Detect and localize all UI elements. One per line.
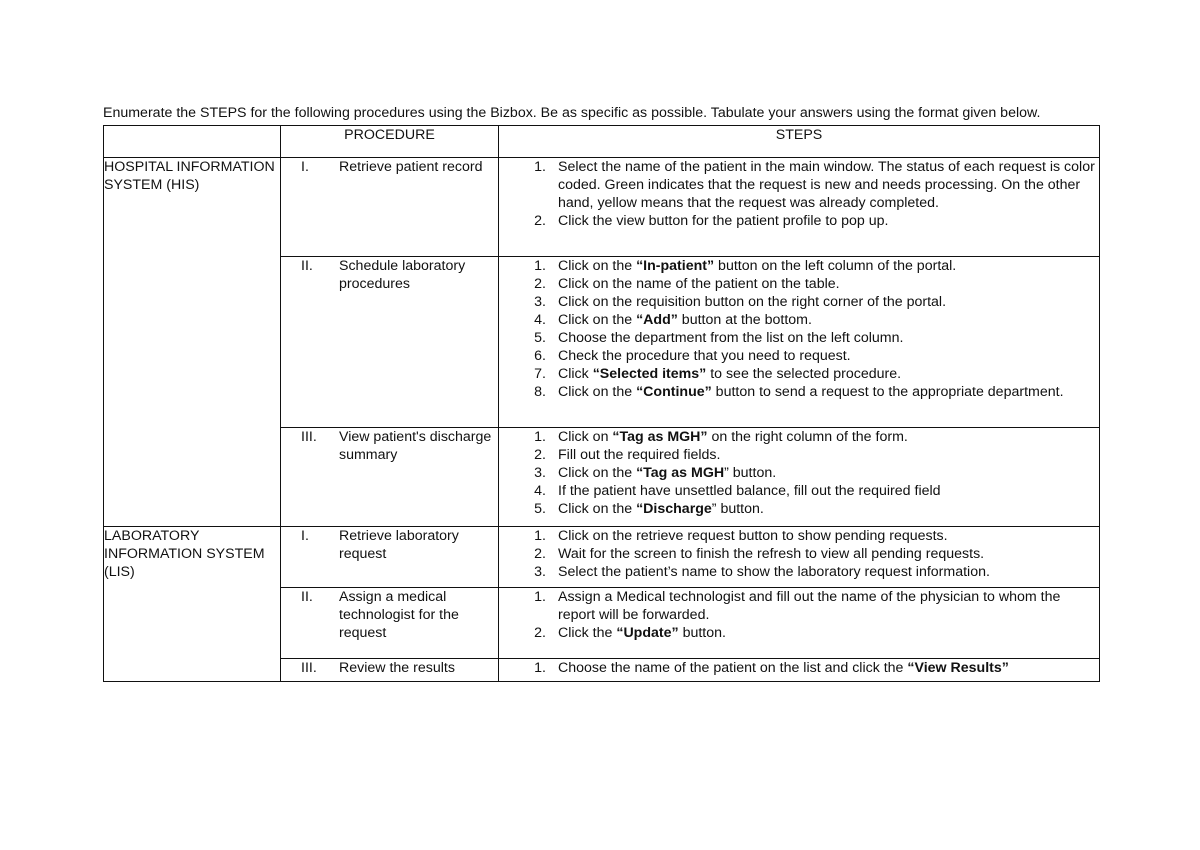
- procedure-cell: [281, 158, 499, 257]
- step-item: [499, 275, 1099, 293]
- step-text: [558, 329, 1099, 347]
- step-text: [558, 588, 1099, 624]
- step-number: 2.: [534, 213, 546, 229]
- step-text-part: ” button.: [711, 501, 764, 517]
- procedure-cell: [281, 257, 499, 428]
- step-text-part: Click on the requisition button on the right corner of the portal.: [558, 294, 947, 310]
- step-text: [558, 446, 1099, 464]
- step-text: [558, 311, 1099, 329]
- step-text: [558, 365, 1099, 383]
- document-page: [103, 104, 1099, 682]
- step-number: 3.: [534, 294, 546, 310]
- step-text: [558, 428, 1099, 446]
- step-text-part: Click on the: [558, 312, 637, 328]
- steps-cell: [499, 257, 1100, 428]
- step-text-part: button.: [678, 625, 726, 641]
- step-text-part: Click on the name of the patient on the table.: [558, 276, 840, 292]
- step-text-part: Click on the retrieve request button to show pending requests.: [558, 528, 948, 544]
- step-item: [499, 347, 1099, 365]
- step-text-part: Click: [558, 366, 593, 382]
- step-text-part: If the patient have unsettled balance, fill out the required field: [558, 483, 941, 499]
- step-text-part: Click on the: [558, 258, 637, 274]
- step-item: [499, 527, 1099, 545]
- step-text: [558, 212, 1099, 230]
- step-item: [499, 588, 1099, 624]
- step-text: [558, 464, 1099, 482]
- step-text-part: Wait for the screen to finish the refresh to view all pending requests.: [558, 546, 985, 562]
- steps-list: [499, 527, 1099, 581]
- step-text: [558, 293, 1099, 311]
- header-system-cell: [104, 126, 281, 158]
- step-text-part: button on the left column of the portal.: [714, 258, 957, 274]
- step-number: 5.: [534, 501, 546, 517]
- step-text-emphasis: “Tag as MGH”: [612, 429, 708, 445]
- procedure-label: Schedule laboratory procedures: [339, 258, 466, 292]
- steps-list: [499, 659, 1099, 677]
- step-number: 8.: [534, 384, 546, 400]
- step-text-part: to see the selected procedure.: [706, 366, 902, 382]
- step-number: 1.: [534, 660, 546, 676]
- procedure-cell: [281, 428, 499, 527]
- procedure-label: Assign a medical technologist for the request: [339, 589, 459, 641]
- step-number: 1.: [534, 258, 546, 274]
- step-item: [499, 158, 1099, 212]
- step-text: [558, 545, 1099, 563]
- step-number: 1.: [534, 159, 546, 175]
- step-text-emphasis: “Continue”: [636, 384, 712, 400]
- step-number: 2.: [534, 625, 546, 641]
- step-number: 1.: [534, 429, 546, 445]
- step-text: [558, 527, 1099, 545]
- step-item: [499, 311, 1099, 329]
- step-item: [499, 464, 1099, 482]
- procedure-label: Retrieve patient record: [339, 159, 483, 175]
- step-item: [499, 563, 1099, 581]
- step-item: [499, 365, 1099, 383]
- table-row: [104, 527, 1100, 588]
- step-item: [499, 293, 1099, 311]
- step-text-part: Check the procedure that you need to request.: [558, 348, 851, 364]
- steps-list: [499, 257, 1099, 401]
- steps-cell: [499, 527, 1100, 588]
- step-text-part: Click on: [558, 429, 613, 445]
- step-text-emphasis: “In-patient”: [636, 258, 715, 274]
- step-number: 3.: [534, 564, 546, 580]
- step-text: [558, 500, 1099, 518]
- step-text-part: Select the name of the patient in the main window. The status of each request is color coded. Green indicates that the request is new and needs processing. On the other hand, yellow means that the request was already completed.: [558, 159, 1095, 211]
- steps-cell: [499, 588, 1100, 659]
- procedure-label: Retrieve laboratory request: [339, 528, 459, 562]
- step-text: [558, 275, 1099, 293]
- system-cell-his: HOSPITAL INFORMATION SYSTEM (HIS): [104, 158, 281, 527]
- step-item: [499, 383, 1099, 401]
- step-text-emphasis: “Discharge: [636, 501, 712, 517]
- step-number: 3.: [534, 465, 546, 481]
- step-item: [499, 545, 1099, 563]
- steps-list: [499, 158, 1099, 230]
- step-item: [499, 212, 1099, 230]
- step-number: 6.: [534, 348, 546, 364]
- step-item: [499, 257, 1099, 275]
- step-text-part: Click on the: [558, 384, 637, 400]
- procedure-numeral: II.: [301, 258, 313, 274]
- step-text-part: ” button.: [724, 465, 777, 481]
- procedure-cell: [281, 659, 499, 682]
- step-text: [558, 659, 1099, 677]
- step-number: 4.: [534, 312, 546, 328]
- step-number: 7.: [534, 366, 546, 382]
- step-text: [558, 257, 1099, 275]
- table-header-row: [104, 126, 1100, 158]
- procedure-numeral: I.: [301, 528, 309, 544]
- step-text: [558, 563, 1099, 581]
- step-text-part: on the right column of the form.: [707, 429, 908, 445]
- step-number: 1.: [534, 528, 546, 544]
- step-item: [499, 446, 1099, 464]
- step-text: [558, 624, 1099, 642]
- step-text-emphasis: “Tag as MGH: [636, 465, 725, 481]
- step-text-part: Fill out the required fields.: [558, 447, 721, 463]
- steps-cell: [499, 659, 1100, 682]
- procedure-label: View patient's discharge summary: [339, 429, 492, 463]
- step-number: 2.: [534, 447, 546, 463]
- step-item: [499, 624, 1099, 642]
- procedure-cell: [281, 588, 499, 659]
- step-number: 1.: [534, 589, 546, 605]
- step-text-part: Assign a Medical technologist and fill out the name of the physician to whom the report will be forwarded.: [558, 589, 1061, 623]
- header-steps-cell: STEPS: [499, 126, 1100, 158]
- step-number: 2.: [534, 276, 546, 292]
- step-text-part: Click the view button for the patient profile to pop up.: [558, 213, 889, 229]
- step-item: [499, 659, 1099, 677]
- step-text: [558, 347, 1099, 365]
- table-row: [104, 158, 1100, 257]
- step-text: [558, 383, 1099, 401]
- header-procedure-cell: PROCEDURE: [281, 126, 499, 158]
- step-number: 5.: [534, 330, 546, 346]
- step-item: [499, 329, 1099, 347]
- step-number: 4.: [534, 483, 546, 499]
- steps-cell: [499, 428, 1100, 527]
- step-text-emphasis: “Add”: [636, 312, 678, 328]
- procedure-label: Review the results: [339, 660, 455, 676]
- procedure-cell: [281, 527, 499, 588]
- step-text-part: button to send a request to the appropriate department.: [711, 384, 1064, 400]
- step-text-emphasis: “Update”: [616, 625, 679, 641]
- procedure-numeral: I.: [301, 159, 309, 175]
- steps-list: [499, 588, 1099, 642]
- step-text: [558, 482, 1099, 500]
- procedure-numeral: III.: [301, 429, 317, 445]
- step-text-part: Choose the department from the list on the left column.: [558, 330, 904, 346]
- steps-cell: [499, 158, 1100, 257]
- step-text-emphasis: “View Results”: [907, 660, 1009, 676]
- step-text-part: Click on the: [558, 501, 637, 517]
- step-item: [499, 500, 1099, 518]
- step-item: [499, 428, 1099, 446]
- step-text-part: Select the patient’s name to show the laboratory request information.: [558, 564, 990, 580]
- step-text-part: Click on the: [558, 465, 637, 481]
- procedure-numeral: II.: [301, 589, 313, 605]
- step-text-part: Choose the name of the patient on the list and click the: [558, 660, 908, 676]
- instructions-text: Enumerate the STEPS for the following procedures using the Bizbox. Be as specific as possible. Tabulate your answers using the format given below.: [103, 105, 1041, 121]
- procedures-table: [103, 125, 1100, 682]
- step-item: [499, 482, 1099, 500]
- step-text-part: Click the: [558, 625, 617, 641]
- system-cell-lis: LABORATORY INFORMATION SYSTEM (LIS): [104, 527, 281, 682]
- step-text-emphasis: “Selected items”: [592, 366, 707, 382]
- step-text: [558, 158, 1099, 212]
- procedure-numeral: III.: [301, 660, 317, 676]
- step-text-part: button at the bottom.: [677, 312, 812, 328]
- step-number: 2.: [534, 546, 546, 562]
- steps-list: [499, 428, 1099, 518]
